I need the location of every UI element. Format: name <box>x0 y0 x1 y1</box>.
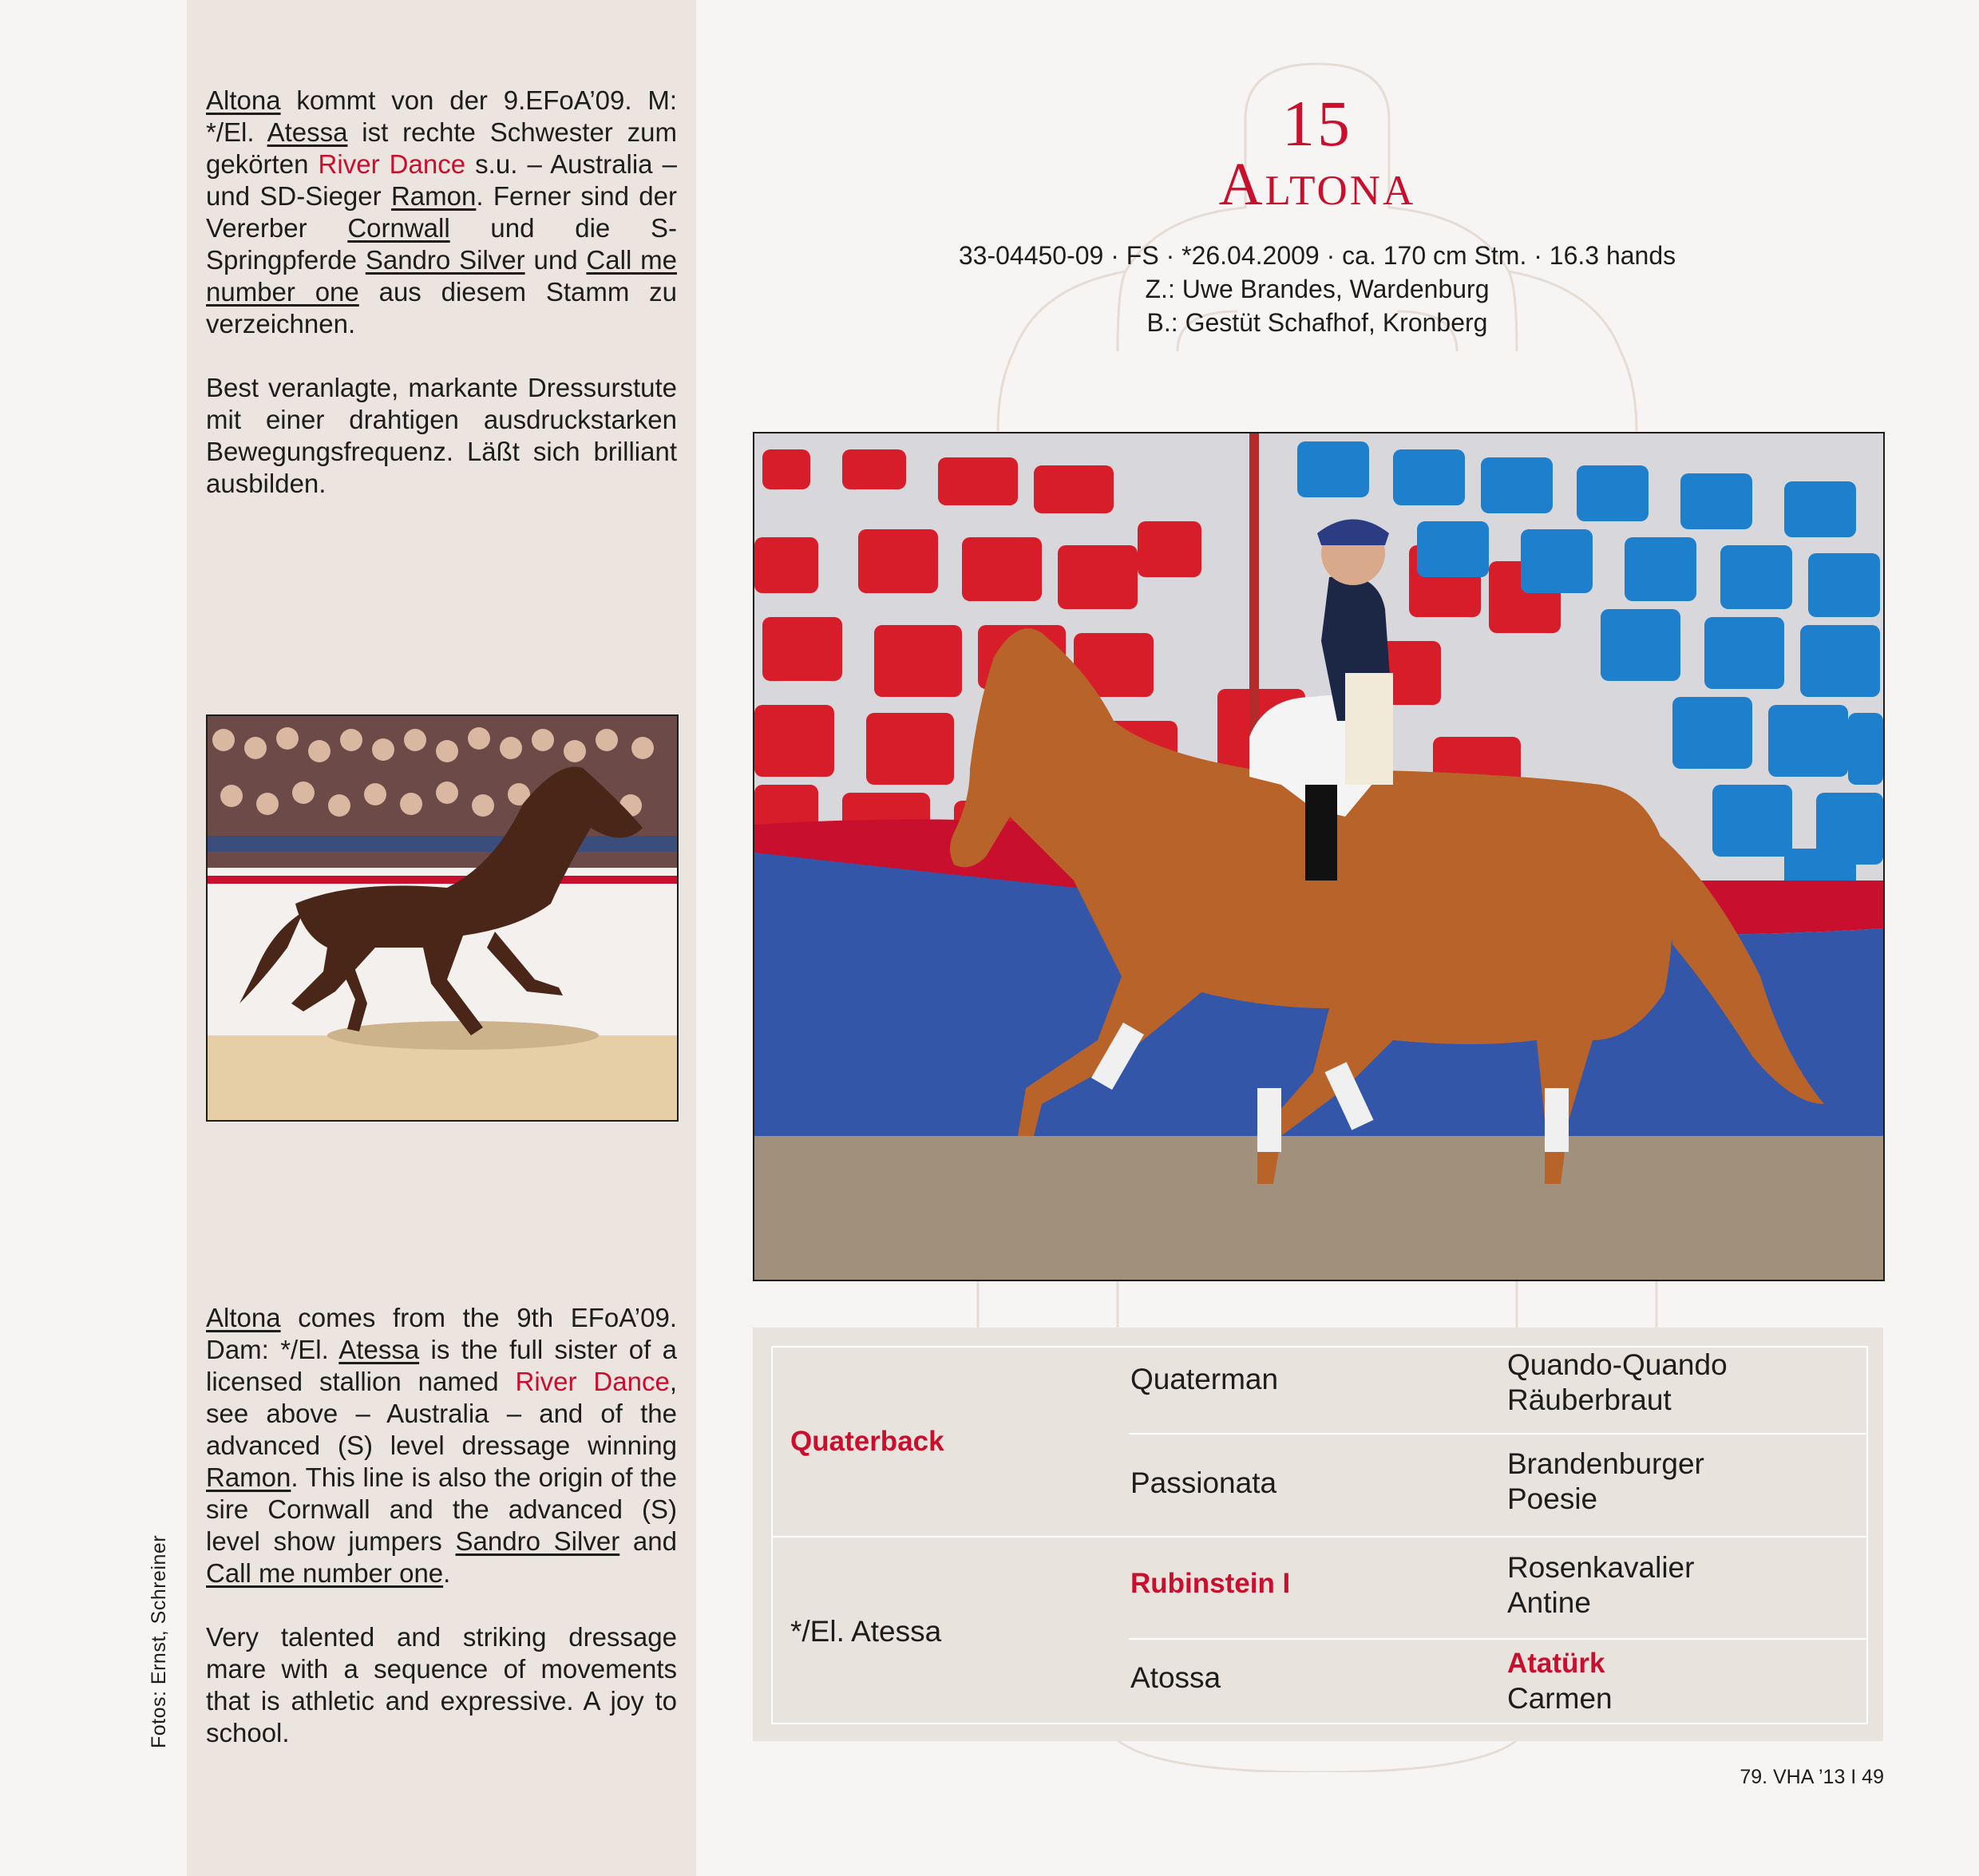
page-number: 79. VHA ’13 I 49 <box>1740 1766 1884 1788</box>
pedigree-sire-dam-dam: Poesie <box>1507 1482 1598 1515</box>
lot-number: 15 <box>1282 87 1352 160</box>
small-horse-photo <box>206 714 679 1122</box>
german-paragraph-2: Best veranlagte, markante Dressurstute mit einer drahtigen ausdruckstarken Bewegungsfrequenz. Läßt sich brilliant ausbilden. <box>206 373 677 498</box>
pedigree-dam-dam-sire: Atatürk <box>1507 1648 1605 1679</box>
pedigree-sire-dam-sire: Brandenburger <box>1507 1447 1704 1480</box>
pedigree-dam-sire: Rubinstein I <box>1130 1568 1291 1599</box>
english-paragraph-1: Altona comes from the 9th EFoA’09. Dam: */El. Atessa is the full sister of a licensed stallion named River Dance, see above – Australia – and of the advanced (S) level dressage winning Ramon. This line is also the origin of the sire Cornwall and the advanced (S) level show jumpers Sandro Silver and Call me number one. <box>206 1303 677 1588</box>
horse-name: Altona <box>1218 151 1416 218</box>
pedigree-sire-sire-sire: Quando-Quando <box>1507 1348 1728 1381</box>
horse-details: 33-04450-09 · FS · *26.04.2009 · ca. 170 cm Stm. · 16.3 hands <box>958 241 1676 270</box>
pedigree-divider <box>1129 1638 1866 1640</box>
pedigree-sire: Quaterback <box>790 1426 944 1457</box>
breeder: Z.: Uwe Brandes, Wardenburg <box>1145 275 1490 303</box>
english-description <box>206 1302 677 1749</box>
pedigree-divider <box>773 1536 1866 1538</box>
owner: B.: Gestüt Schafhof, Kronberg <box>1146 308 1488 337</box>
pedigree-sire-dam: Passionata <box>1130 1466 1277 1499</box>
pedigree-table <box>771 1346 1868 1724</box>
pedigree-divider <box>1129 1433 1866 1435</box>
pedigree-sire-sire-dam: Räuberbraut <box>1507 1383 1672 1416</box>
english-paragraph-2: Very talented and striking dressage mare with a sequence of movements that is athletic and expressive. A joy to school. <box>206 1622 677 1747</box>
pedigree-dam-sire-sire: Rosenkavalier <box>1507 1551 1695 1584</box>
german-description <box>206 85 677 500</box>
pedigree-sire-sire: Quaterman <box>1130 1363 1279 1395</box>
pedigree-dam: */El. Atessa <box>790 1615 942 1648</box>
main-horse-photo <box>753 432 1885 1281</box>
pedigree-dam-dam-dam: Carmen <box>1507 1682 1613 1715</box>
german-paragraph-1: Altona kommt von der 9.EFoA’09. M: */El. Atessa ist rechte Schwester zum gekörten River Dance s.u. – Australia – und SD-Sieger Ramon. Ferner sind der Vererber Cornwall und die S-Springpferde Sandro Silver und Call me number one aus diesem Stamm zu verzeichnen. <box>206 85 678 338</box>
photo-credit: Fotos: Ernst, Schreiner <box>148 1534 170 1748</box>
pedigree-dam-sire-dam: Antine <box>1507 1586 1591 1619</box>
pedigree-dam-dam: Atossa <box>1130 1661 1221 1694</box>
